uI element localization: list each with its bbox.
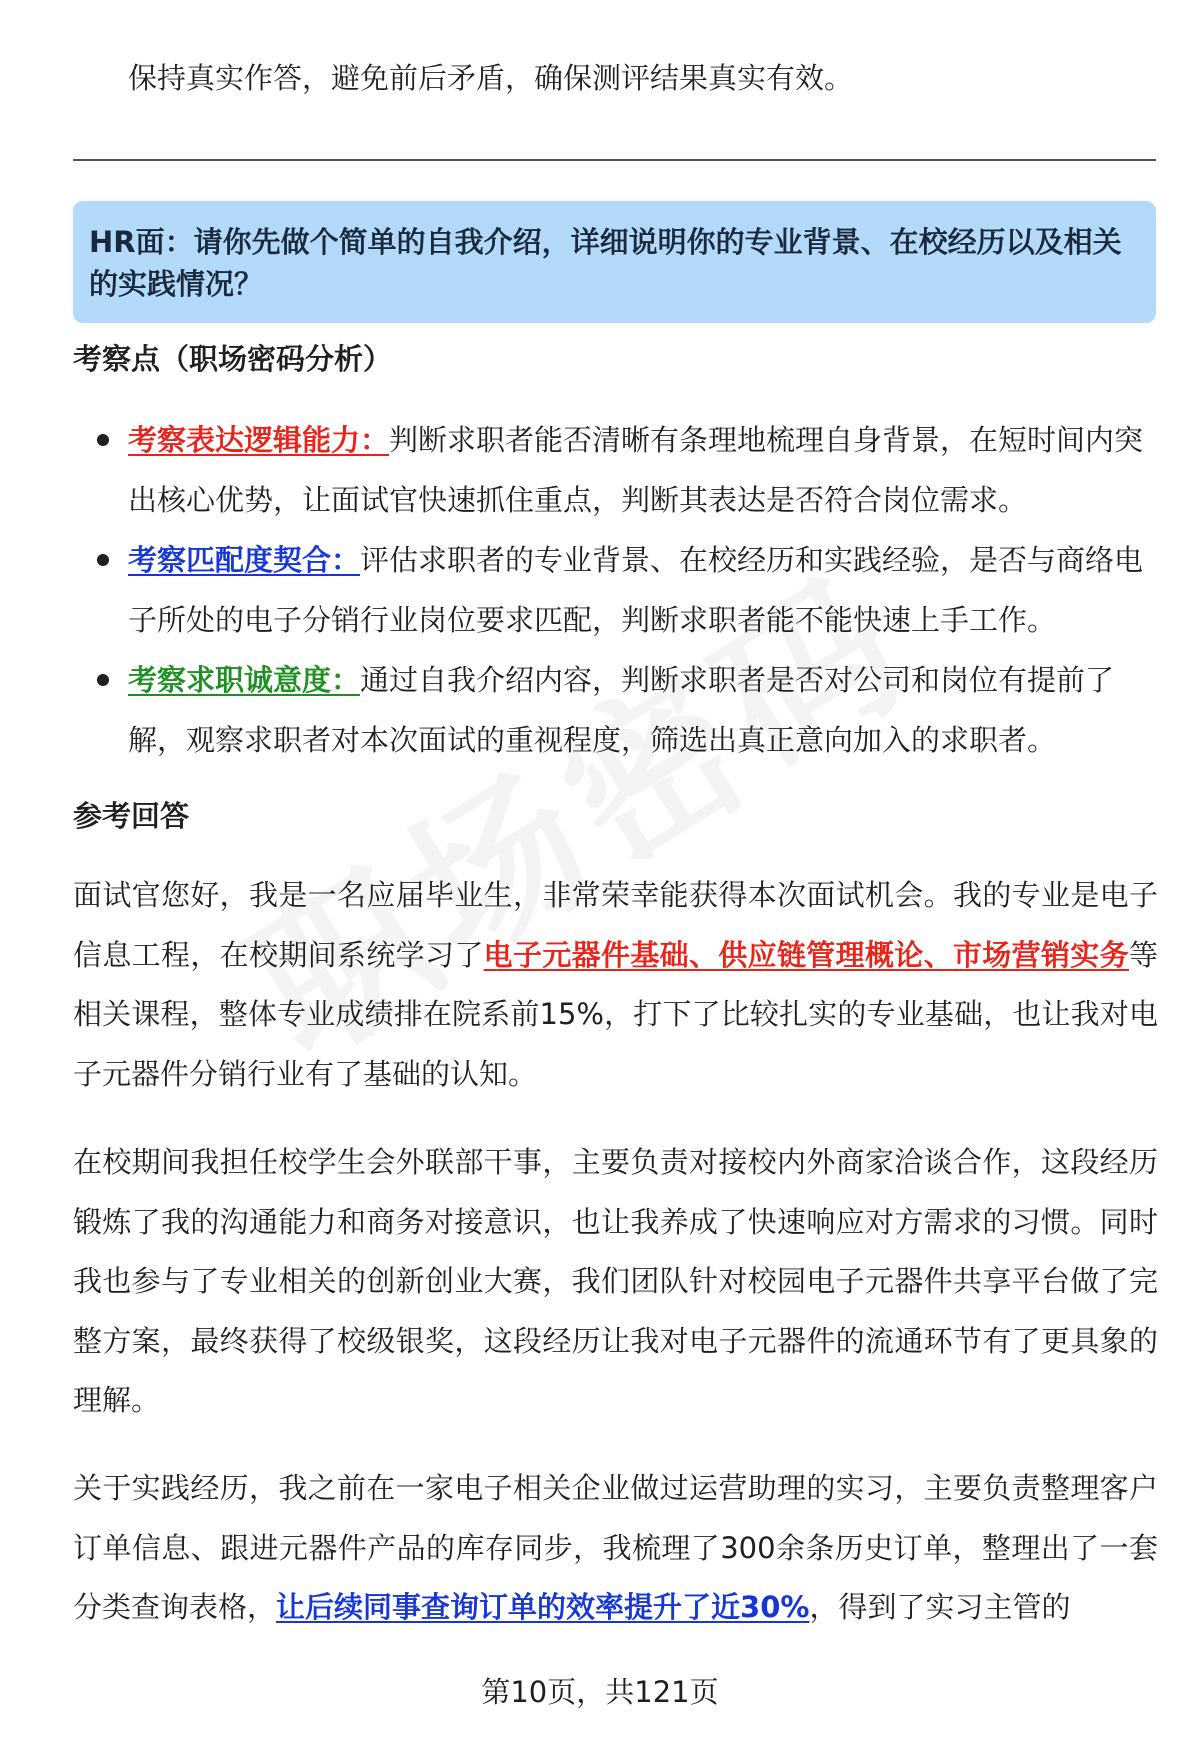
bullet-dot-icon: [97, 674, 109, 686]
divider: [73, 159, 1156, 161]
assessment-text-2: 评估求职者的专业背景、在校经历和实践经验，是否与商络电子所处的电子分销行业岗位要求匹配，判断求职者能不能快速上手工作。: [128, 543, 1144, 637]
answer-paragraph-1-text: 面试官您好，我是一名应届毕业生，非常荣幸能获得本次面试机会。我的专业是电子信息工程，在校期间系统学习了: [73, 878, 1158, 972]
assessment-item-2: [97, 530, 1157, 650]
answer-paragraph-3-text: 关于实践经历，我之前在一家电子相关企业做过运营助理的实习，主要负责整理客户订单信息、跟进元器件产品的库存同步，我梳理了300余条历史订单，整理出了一套分类查询表格，: [73, 1471, 1158, 1624]
question-text: HR面：请你先做个简单的自我介绍，详细说明你的专业背景、在校经历以及相关的实践情况？: [89, 225, 1122, 301]
bullet-dot-icon: [97, 554, 109, 566]
answer-paragraph-1-highlight: 电子元器件基础、供应链管理概论、市场营销实务: [483, 937, 1129, 972]
answer-paragraph-3: [73, 1459, 1158, 1638]
answer-paragraph-2: 在校期间我担任校学生会外联部干事，主要负责对接校内外商家洽谈合作，这段经历锻炼了我的沟通能力和商务对接意识，也让我养成了快速响应对方需求的习惯。同时我也参与了专业相关的创新创业大赛，我们团队针对校园电子元器件共享平台做了完整方案，最终获得了校级银奖，这段经历让我对电子元器件的流通环节有了更具象的理解。: [73, 1145, 1158, 1417]
answer-paragraph-3-highlight: 让后续同事查询订单的效率提升了近30%: [276, 1590, 810, 1624]
assessment-item-1: [97, 410, 1157, 530]
assessment-heading: 考察点（职场密码分析）: [73, 342, 393, 376]
assessment-item-3: [97, 650, 1157, 770]
bullet-dot-icon: [97, 434, 109, 446]
page-number: 第10页，共121页: [481, 1675, 719, 1709]
answer-paragraph-1: [73, 866, 1158, 1104]
assessment-label-2: 考察匹配度契合：: [128, 543, 361, 577]
reference-heading: 参考回答: [73, 799, 190, 833]
assessment-list: [97, 410, 1157, 770]
assessment-label-3: 考察求职诚意度：: [128, 663, 361, 697]
intro-line: 保持真实作答，避免前后矛盾，确保测评结果真实有效。: [128, 61, 854, 95]
assessment-text-3: 通过自我介绍内容，判断求职者是否对公司和岗位有提前了解，观察求职者对本次面试的重视程度，筛选出真正意向加入的求职者。: [128, 663, 1115, 757]
assessment-text-1: 判断求职者能否清晰有条理地梳理自身背景，在短时间内突出核心优势，让面试官快速抓住重点，判断其表达是否符合岗位需求。: [128, 423, 1144, 517]
answer-paragraph-3-tail: ，得到了实习主管的: [809, 1590, 1071, 1624]
question-box: [73, 201, 1156, 323]
assessment-label-1: 考察表达逻辑能力：: [128, 423, 390, 457]
answer-paragraph-1-tail: 等相关课程，整体专业成绩排在院系前15%，打下了比较扎实的专业基础，也让我对电子元器件分销行业有了基础的认知。: [73, 937, 1158, 1091]
